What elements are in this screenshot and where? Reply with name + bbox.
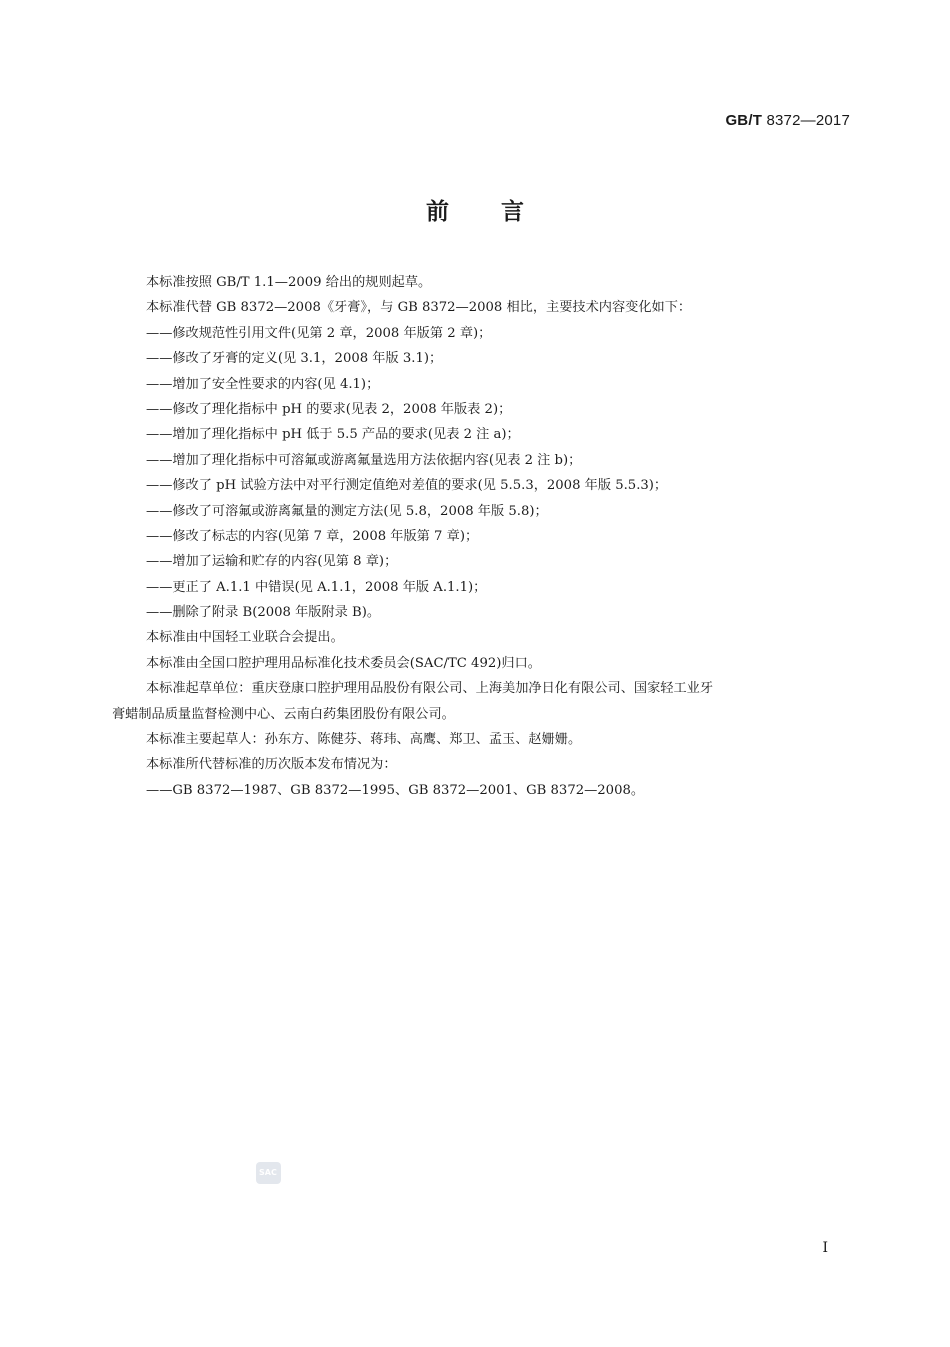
change-item: ——增加了理化指标中可溶氟或游离氟量选用方法依据内容(见表 2 注 b)； [146, 452, 582, 468]
paragraph-drafting-units: 本标准起草单位：重庆登康口腔护理用品股份有限公司、上海美加净日化有限公司、国家轻工业牙 [146, 681, 714, 697]
watermark-text: SAC [259, 1168, 277, 1177]
paragraph-proposed-by: 本标准由中国轻工业联合会提出。 [146, 630, 344, 646]
standard-code-number: 8372—2017 [766, 112, 850, 129]
change-item: ——修改了理化指标中 pH 的要求(见表 2，2008 年版表 2)； [146, 401, 512, 417]
page-number: I [822, 1240, 828, 1256]
paragraph-drafting-rules: 本标准按照 GB/T 1.1—2009 给出的规则起草。 [146, 275, 432, 290]
paragraph-drafting-units-continued: 膏蜡制品质量监督检测中心、云南白药集团股份有限公司。 [112, 706, 455, 722]
paragraph-history: 本标准所代替标准的历次版本发布情况为： [146, 757, 397, 773]
paragraph-drafters: 本标准主要起草人：孙东方、陈健芬、蒋玮、高鹰、郑卫、孟玉、赵姗姗。 [146, 732, 582, 748]
standard-code [725, 112, 850, 129]
page-title: 前言 [426, 199, 576, 225]
change-item: ——修改了标志的内容(见第 7 章，2008 年版第 7 章)； [146, 528, 479, 544]
standard-code-prefix: GB/T [725, 112, 763, 129]
change-item: ——修改了可溶氟或游离氟量的测定方法(见 5.8，2008 年版 5.8)； [146, 503, 548, 519]
change-item: ——增加了安全性要求的内容(见 4.1)； [146, 376, 380, 392]
foreword-body [112, 270, 854, 803]
change-item: ——修改了牙膏的定义(见 3.1，2008 年版 3.1)； [146, 351, 443, 367]
history-item: ——GB 8372—1987、GB 8372—1995、GB 8372—2001、GB 8372—2008。 [146, 782, 645, 798]
change-item: ——增加了运输和贮存的内容(见第 8 章)； [146, 554, 398, 570]
change-item: ——增加了理化指标中 pH 低于 5.5 产品的要求(见表 2 注 a)； [146, 427, 520, 443]
change-item: ——修改规范性引用文件(见第 2 章，2008 年版第 2 章)； [146, 325, 492, 341]
paragraph-centralized-by: 本标准由全国口腔护理用品标准化技术委员会(SAC/TC 492)归口。 [146, 655, 541, 671]
change-item: ——更正了 A.1.1 中错误(见 A.1.1，2008 年版 A.1.1)； [146, 579, 487, 595]
paragraph-replaces: 本标准代替 GB 8372—2008《牙膏》，与 GB 8372—2008 相比，主要技术内容变化如下： [146, 300, 692, 316]
change-item: ——修改了 pH 试验方法中对平行测定值绝对差值的要求(见 5.5.3，2008 年版 5.5.3)； [146, 478, 668, 494]
watermark-logo-icon [256, 1162, 281, 1184]
change-item: ——删除了附录 B(2008 年版附录 B)。 [146, 605, 381, 621]
